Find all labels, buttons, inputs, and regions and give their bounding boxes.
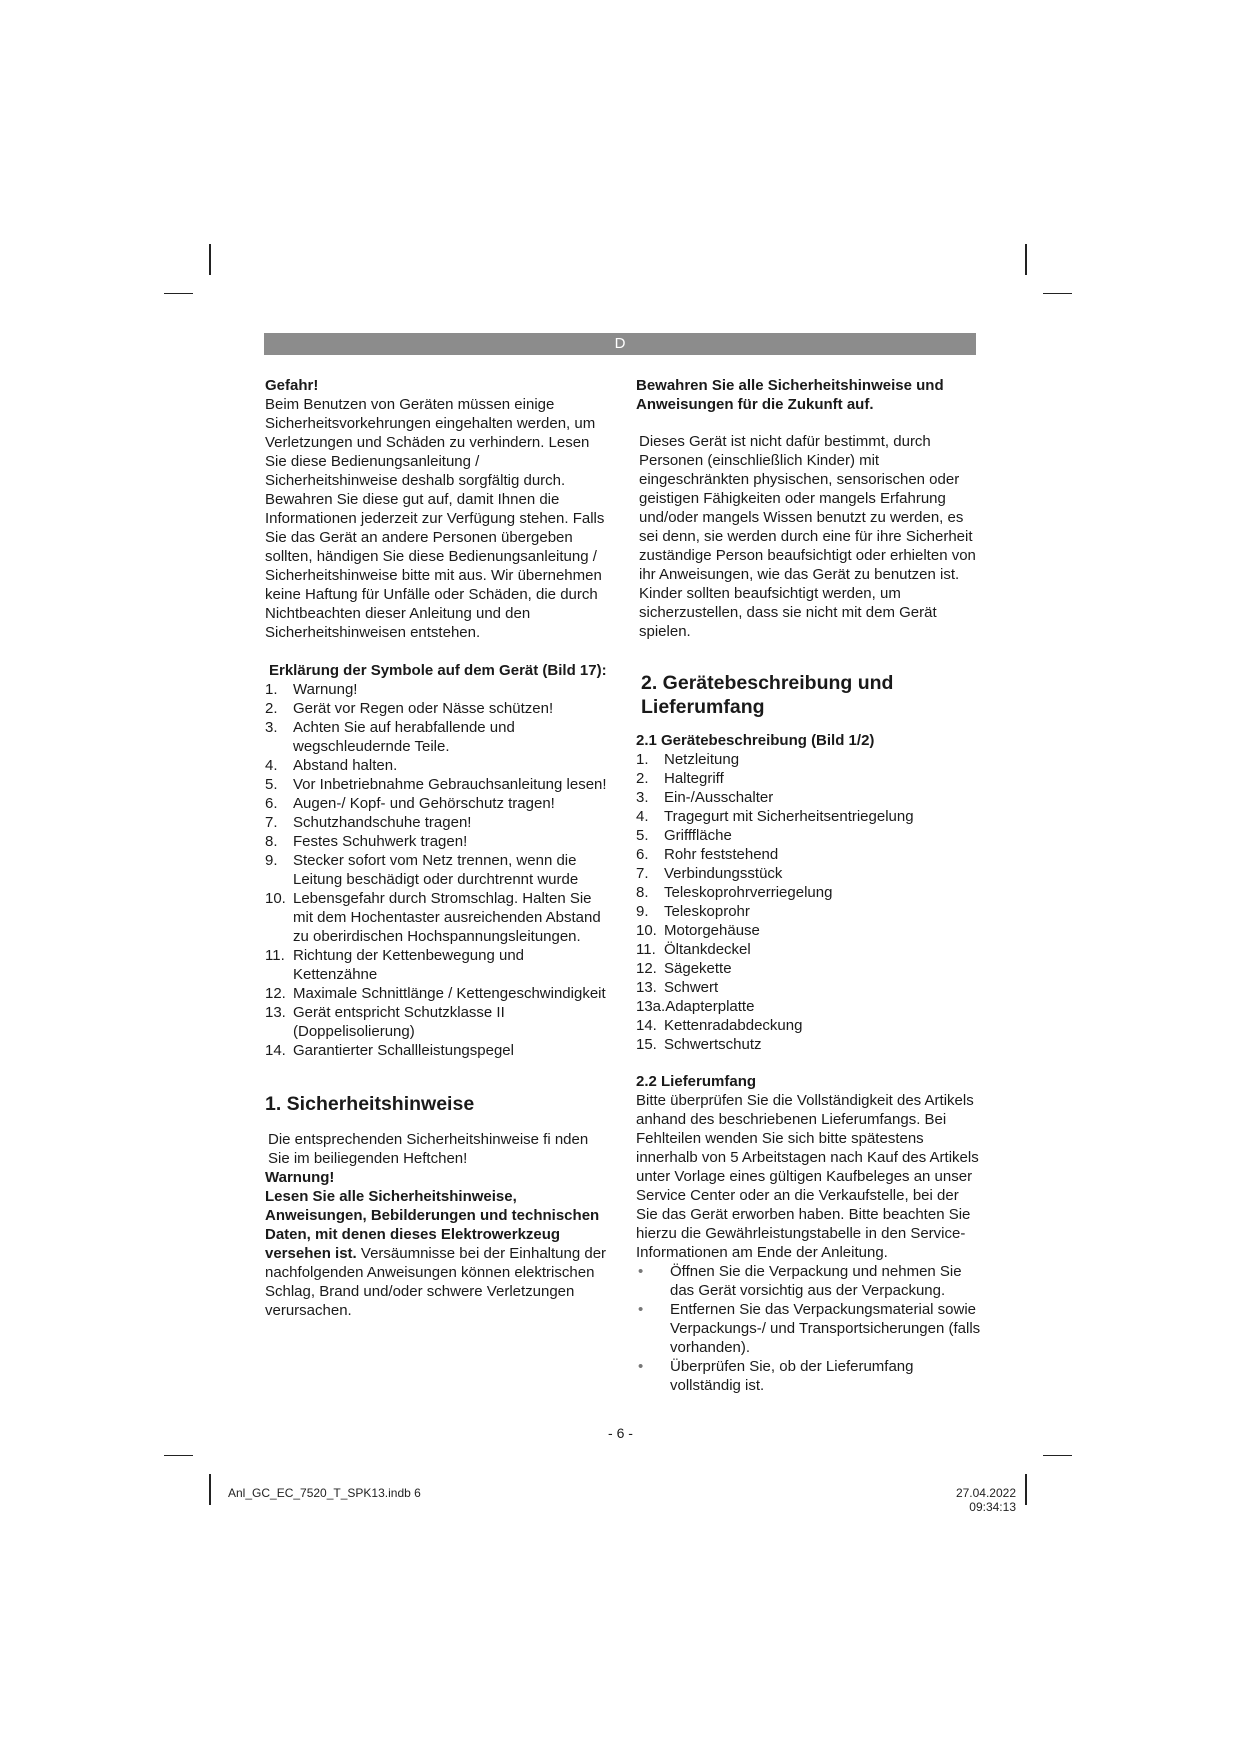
part-item-number: 14. <box>636 1017 657 1034</box>
symbol-item-text: Augen-/ Kopf- und Gehörschutz tragen! <box>293 795 555 812</box>
delivery-checklist <box>636 1262 981 1395</box>
symbol-item <box>265 1041 610 1060</box>
file-name: Anl_GC_EC_7520_T_SPK13.indb 6 <box>228 1486 421 1500</box>
part-item <box>636 750 981 769</box>
children-text: Dieses Gerät ist nicht dafür bestimmt, durch Personen (einschließlich Kinder) mit eingeschränkten physischen, sensorischen oder geistigen Fähigkeiten oder mangels Erfahrung und/oder mangels Wissen benutzt zu werden, es sei denn, sie werden durch eine für ihre Sicherheit zuständige Person beaufsichtigt oder erhielten von ihr Anweisungen, wie das Gerät zu benutzen ist. Kinder sollten beaufsichtigt werden, um sicherzustellen, dass sie nicht mit dem Gerät spielen. <box>639 433 976 640</box>
section1-title: 1. Sicherheitshinweise <box>265 1093 475 1115</box>
checklist-item-text: Entfernen Sie das Verpackungsmaterial sowie Verpackungs-/ und Transportsicherungen (falls vorhanden). <box>670 1301 981 1356</box>
part-item-text: Ein-/Ausschalter <box>664 789 774 806</box>
right-column <box>636 376 981 1395</box>
part-item-text: Teleskoprohr <box>664 903 750 920</box>
symbol-item-text: Garantierter Schallleistungspegel <box>293 1042 514 1059</box>
timestamp: 27.04.2022 09:34:13 <box>955 1486 1016 1514</box>
part-item <box>636 788 981 807</box>
section1-intro: Die entsprechenden Sicherheitshinweise fi nden Sie im beiliegenden Heftchen! <box>268 1131 589 1167</box>
symbol-item-number: 11. <box>265 947 285 964</box>
crop-mark-top-right-horizontal <box>1043 293 1072 294</box>
checklist-item-text: Öffnen Sie die Verpackung und nehmen Sie das Gerät vorsichtig aus der Verpackung. <box>670 1263 962 1299</box>
crop-mark-top-left-horizontal <box>164 293 193 294</box>
symbol-item-number: 13. <box>265 1004 286 1021</box>
symbol-item <box>265 832 610 851</box>
bullet-icon: • <box>638 1301 644 1318</box>
part-item <box>636 921 981 940</box>
part-item-text: Haltegriff <box>664 770 724 787</box>
symbol-item <box>265 946 610 984</box>
part-item-number: 9. <box>636 903 649 920</box>
symbol-item <box>265 1003 610 1041</box>
part-item-text: Sägekette <box>664 960 732 977</box>
symbol-item-text: Warnung! <box>293 681 358 698</box>
symbol-item-number: 6. <box>265 795 278 812</box>
symbol-item <box>265 813 610 832</box>
part-item <box>636 883 981 902</box>
part-item-text: Kettenradabdeckung <box>664 1017 803 1034</box>
part-item <box>636 845 981 864</box>
sub21-title: 2.1 Gerätebeschreibung (Bild 1/2) <box>636 732 875 749</box>
symbol-item-text: Abstand halten. <box>293 757 398 774</box>
part-item-number: 2. <box>636 770 649 787</box>
crop-mark-bottom-left-vertical <box>209 1474 211 1505</box>
parts-list <box>636 750 981 1054</box>
part-item <box>636 826 981 845</box>
part-item-text: Motorgehäuse <box>664 922 760 939</box>
symbol-item-number: 2. <box>265 700 278 717</box>
part-item <box>636 1035 981 1054</box>
symbol-item-number: 8. <box>265 833 278 850</box>
symbol-item-text: Festes Schuhwerk tragen! <box>293 833 468 850</box>
crop-mark-top-right-vertical <box>1025 244 1027 275</box>
language-header-bar <box>264 333 976 355</box>
symbol-item-text: Schutzhandschuhe tragen! <box>293 814 472 831</box>
symbol-item-number: 14. <box>265 1042 286 1059</box>
symbol-item-number: 9. <box>265 852 278 869</box>
keep-instructions-title: Bewahren Sie alle Sicherheitshinweise und Anweisungen für die Zukunft auf. <box>636 377 944 413</box>
checklist-item <box>636 1262 981 1300</box>
symbol-item-text: Maximale Schnittlänge / Kettengeschwindigkeit <box>293 985 606 1002</box>
checklist-item <box>636 1300 981 1357</box>
part-item <box>636 807 981 826</box>
part-item <box>636 864 981 883</box>
symbol-item <box>265 851 610 889</box>
bullet-icon: • <box>638 1358 644 1375</box>
symbol-item <box>265 794 610 813</box>
part-item <box>636 978 981 997</box>
part-item-number: 15. <box>636 1036 657 1053</box>
part-item-number: 13. <box>636 979 657 996</box>
symbol-item-text: Vor Inbetriebnahme Gebrauchsanleitung lesen! <box>293 776 607 793</box>
symbol-item-number: 4. <box>265 757 278 774</box>
part-item <box>636 997 981 1016</box>
symbol-item-number: 12. <box>265 985 286 1002</box>
symbol-item-number: 7. <box>265 814 278 831</box>
left-column <box>265 376 610 1320</box>
part-item-number: 5. <box>636 827 649 844</box>
part-item-number: 11. <box>636 941 656 958</box>
part-item-text: Teleskoprohrverriegelung <box>664 884 833 901</box>
part-item <box>636 902 981 921</box>
part-item-number: 4. <box>636 808 649 825</box>
symbol-item <box>265 680 610 699</box>
symbol-item <box>265 699 610 718</box>
part-item-number: 10. <box>636 922 657 939</box>
sub22-title: 2.2 Lieferumfang <box>636 1073 757 1090</box>
part-item-number: 1. <box>636 751 649 768</box>
part-item-text: Tragegurt mit Sicherheitsentriegelung <box>664 808 914 825</box>
part-item-number: 13a. <box>636 998 666 1015</box>
symbol-item <box>265 984 610 1003</box>
symbol-item-number: 5. <box>265 776 278 793</box>
symbol-item-text: Gerät vor Regen oder Nässe schützen! <box>293 700 554 717</box>
part-item <box>636 769 981 788</box>
warning-paragraph <box>265 1187 610 1320</box>
crop-mark-bottom-right-horizontal <box>1043 1455 1072 1456</box>
symbol-item <box>265 775 610 794</box>
part-item-text: Schwert <box>664 979 719 996</box>
section2-title-text: 2. Gerätebeschreibung und Lieferumfang <box>641 672 894 718</box>
part-item <box>636 1016 981 1035</box>
symbol-item-text: Gerät entspricht Schutzklasse II (Doppelisolierung) <box>293 1004 505 1040</box>
section2-title <box>636 671 981 719</box>
part-item-text: Netzleitung <box>664 751 740 768</box>
symbols-list <box>265 680 610 1060</box>
symbol-item-text: Lebensgefahr durch Stromschlag. Halten Sie mit dem Hochentaster ausreichenden Abstand zu oberirdischen Hochspannungsleitungen. <box>293 890 601 945</box>
symbol-item-number: 10. <box>265 890 286 907</box>
checklist-item <box>636 1357 981 1395</box>
part-item-text: Schwertschutz <box>664 1036 762 1053</box>
part-item <box>636 959 981 978</box>
part-item-text: Verbindungsstück <box>664 865 783 882</box>
part-item-number: 12. <box>636 960 657 977</box>
symbol-item <box>265 718 610 756</box>
part-item <box>636 940 981 959</box>
part-item-text: Rohr feststehend <box>664 846 779 863</box>
warning-title: Warnung! <box>265 1169 335 1186</box>
part-item-number: 7. <box>636 865 649 882</box>
crop-mark-bottom-left-horizontal <box>164 1455 193 1456</box>
bullet-icon: • <box>638 1263 644 1280</box>
language-tab-label: D <box>614 335 626 352</box>
symbol-item-number: 1. <box>265 681 278 698</box>
symbols-title: Erklärung der Symbole auf dem Gerät (Bild 17): <box>269 662 607 679</box>
part-item-text: Öltankdeckel <box>664 941 751 958</box>
part-item-number: 6. <box>636 846 649 863</box>
symbol-item-number: 3. <box>265 719 278 736</box>
symbol-item-text: Achten Sie auf herabfallende und wegschleudernde Teile. <box>293 719 515 755</box>
danger-text: Beim Benutzen von Geräten müssen einige Sicherheitsvorkehrungen eingehalten werden, um Verletzungen und Schäden zu verhindern. Lesen Sie diese Bedienungsanleitung / Sicherheitshinweise deshalb sorgfältig durch. Bewahren Sie diese gut auf, damit Ihnen die Informationen jederzeit zur Verfügung stehen. Falls Sie das Gerät an andere Personen übergeben sollten, händigen Sie diese Bedienungsanleitung / Sicherheitshinweise bitte mit aus. Wir übernehmen keine Haftung für Unfälle oder Schäden, die durch Nichtbeachten dieser Anleitung und den Sicherheitshinweisen entstehen. <box>265 396 605 641</box>
warning-text: Versäumnisse bei der Einhaltung der nachfolgenden Anweisungen können elektrischen Schlag, Brand und/oder schwere Verletzungen verursachen. <box>265 1245 607 1319</box>
part-item-text: Adapterplatte <box>665 998 755 1015</box>
symbol-item-text: Richtung der Kettenbewegung und Kettenzähne <box>293 947 525 983</box>
checklist-item-text: Überprüfen Sie, ob der Lieferumfang vollständig ist. <box>670 1358 914 1394</box>
symbol-item-text: Stecker sofort vom Netz trennen, wenn die Leitung beschädigt oder durchtrennt wurde <box>293 852 579 888</box>
crop-mark-bottom-right-vertical <box>1025 1474 1027 1505</box>
symbol-item <box>265 889 610 946</box>
delivery-text: Bitte überprüfen Sie die Vollständigkeit des Artikels anhand des beschriebenen Lieferumfangs. Bei Fehlteilen wenden Sie sich bitte spätestens innerhalb von 5 Arbeitstagen nach Kauf des Artikels unter Vorlage eines gültigen Kaufbeleges an unser Service Center oder an die Verkaufstelle, bei der Sie das Gerät erworben haben. Bitte beachten Sie hierzu die Gewährleistungstabelle in den Service-Informationen am Ende der Anleitung. <box>636 1092 979 1261</box>
crop-mark-top-left-vertical <box>209 244 211 275</box>
warning-bold-text: Lesen Sie alle Sicherheitshinweise, Anweisungen, Bebilderungen und technischen Daten, mit denen dieses Elektrowerkzeug versehen ist. <box>265 1188 600 1262</box>
symbol-item <box>265 756 610 775</box>
part-item-text: Grifffläche <box>664 827 732 844</box>
danger-title: Gefahr! <box>265 377 319 394</box>
part-item-number: 8. <box>636 884 649 901</box>
part-item-number: 3. <box>636 789 649 806</box>
page-number: - 6 - <box>608 1425 633 1441</box>
